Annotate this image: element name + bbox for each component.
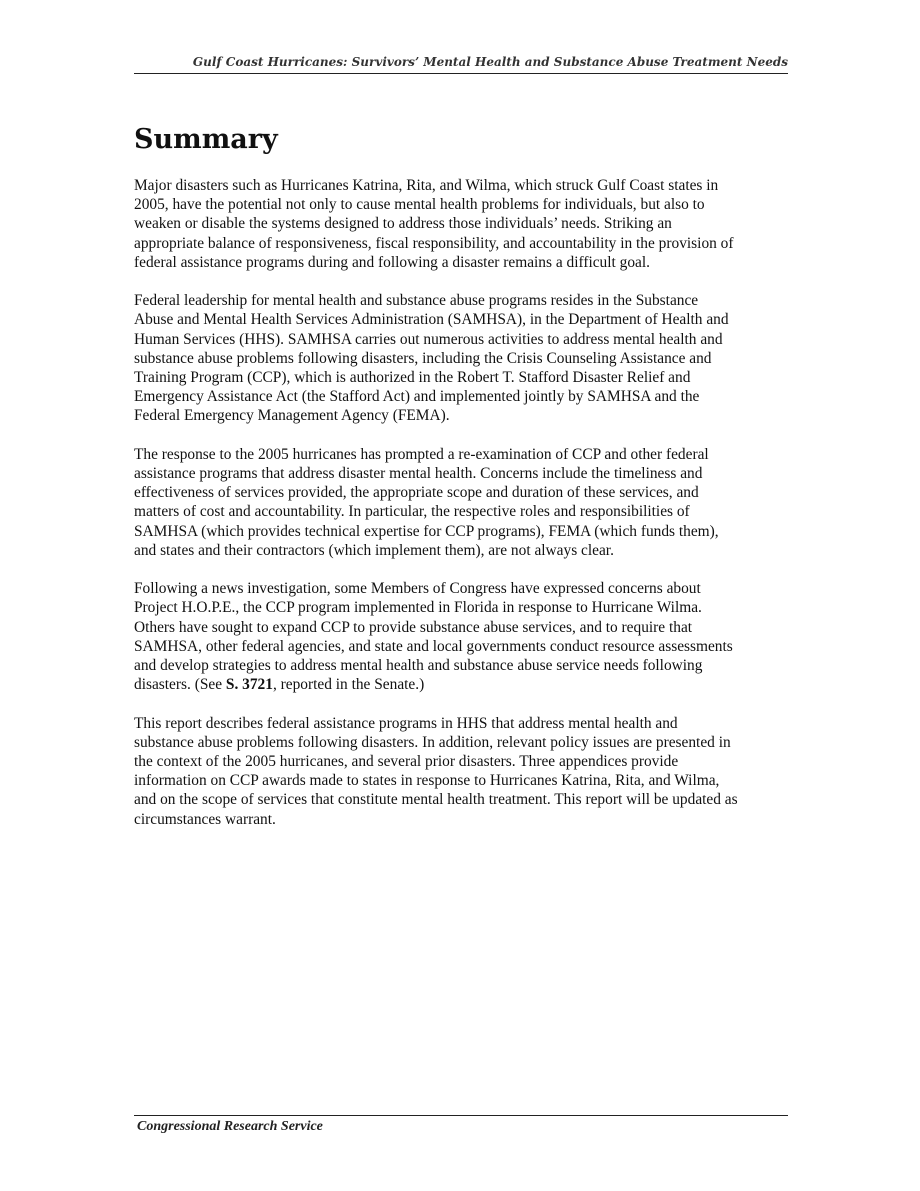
text-line: the context of the 2005 hurricanes, and several prior disasters. Three appendices provide [134, 753, 679, 771]
text-line [134, 675, 788, 694]
paragraph-1 [134, 176, 788, 272]
footer-rule [134, 1115, 788, 1116]
text-line: This report describes federal assistance programs in HHS that address mental health and [134, 714, 678, 732]
text-line: and develop strategies to address mental health and substance abuse service needs following [134, 657, 703, 675]
text-line: effectiveness of services provided, the appropriate scope and duration of these services, and [134, 484, 699, 502]
text-line: 2005, have the potential not only to cause mental health problems for individuals, but also to [134, 196, 705, 214]
text-line: Federal Emergency Management Agency (FEMA). [134, 407, 450, 425]
footer-publisher: Congressional Research Service [137, 1119, 323, 1134]
text-run: disasters. (See [134, 676, 226, 694]
bill-reference: S. 3721 [225, 676, 273, 694]
text-line: Project H.O.P.E., the CCP program implemented in Florida in response to Hurricane Wilma. [134, 599, 702, 617]
text-line: SAMHSA, other federal agencies, and state and local governments conduct resource assessments [134, 637, 733, 655]
text-line: Training Program (CCP), which is authorized in the Robert T. Stafford Disaster Relief and [134, 369, 691, 387]
text-line: appropriate balance of responsiveness, fiscal responsibility, and accountability in the provision of [134, 234, 734, 252]
text-line: Following a news investigation, some Members of Congress have expressed concerns about [134, 580, 701, 598]
text-line: substance abuse problems following disasters. In addition, relevant policy issues are presented in [134, 733, 731, 751]
text-run: , reported in the Senate.) [272, 676, 425, 694]
text-line: substance abuse problems following disasters, including the Crisis Counseling Assistance and [134, 349, 712, 367]
running-header: Gulf Coast Hurricanes: Survivors’ Mental Health and Substance Abuse Treatment Needs [192, 55, 788, 69]
text-line: weaken or disable the systems designed to address those individuals’ needs. Striking an [134, 215, 672, 233]
text-line: assistance programs that address disaster mental health. Concerns include the timeliness and [134, 465, 703, 483]
paragraph-3 [134, 445, 788, 560]
text-line: Abuse and Mental Health Services Administration (SAMHSA), in the Department of Health and [134, 311, 729, 329]
text-line: information on CCP awards made to states in response to Hurricanes Katrina, Rita, and Wilma, [134, 772, 720, 790]
text-line: Human Services (HHS). SAMHSA carries out numerous activities to address mental health and [134, 330, 723, 348]
text-line: federal assistance programs during and following a disaster remains a difficult goal. [134, 253, 650, 271]
text-line: Emergency Assistance Act (the Stafford Act) and implemented jointly by SAMHSA and the [134, 388, 700, 406]
section-title: Summary [134, 124, 278, 155]
header-rule [134, 73, 788, 74]
text-line: Federal leadership for mental health and substance abuse programs resides in the Substance [134, 292, 699, 310]
text-line: and states and their contractors (which implement them), are not always clear. [134, 541, 614, 559]
paragraph-2 [134, 291, 788, 425]
text-line: SAMHSA (which provides technical expertise for CCP programs), FEMA (which funds them), [134, 522, 719, 540]
text-line: matters of cost and accountability. In particular, the respective roles and responsibilities of [134, 503, 690, 521]
text-line: Major disasters such as Hurricanes Katrina, Rita, and Wilma, which struck Gulf Coast states in [134, 177, 719, 194]
text-line: and on the scope of services that constitute mental health treatment. This report will be updated as [134, 791, 738, 809]
paragraph-4 [134, 579, 788, 694]
text-line: The response to the 2005 hurricanes has prompted a re-examination of CCP and other federal [134, 445, 709, 463]
text-line: Others have sought to expand CCP to provide substance abuse services, and to require that [134, 618, 693, 636]
text-line: circumstances warrant. [134, 810, 276, 828]
paragraph-5 [134, 714, 788, 829]
summary-body [134, 176, 788, 848]
